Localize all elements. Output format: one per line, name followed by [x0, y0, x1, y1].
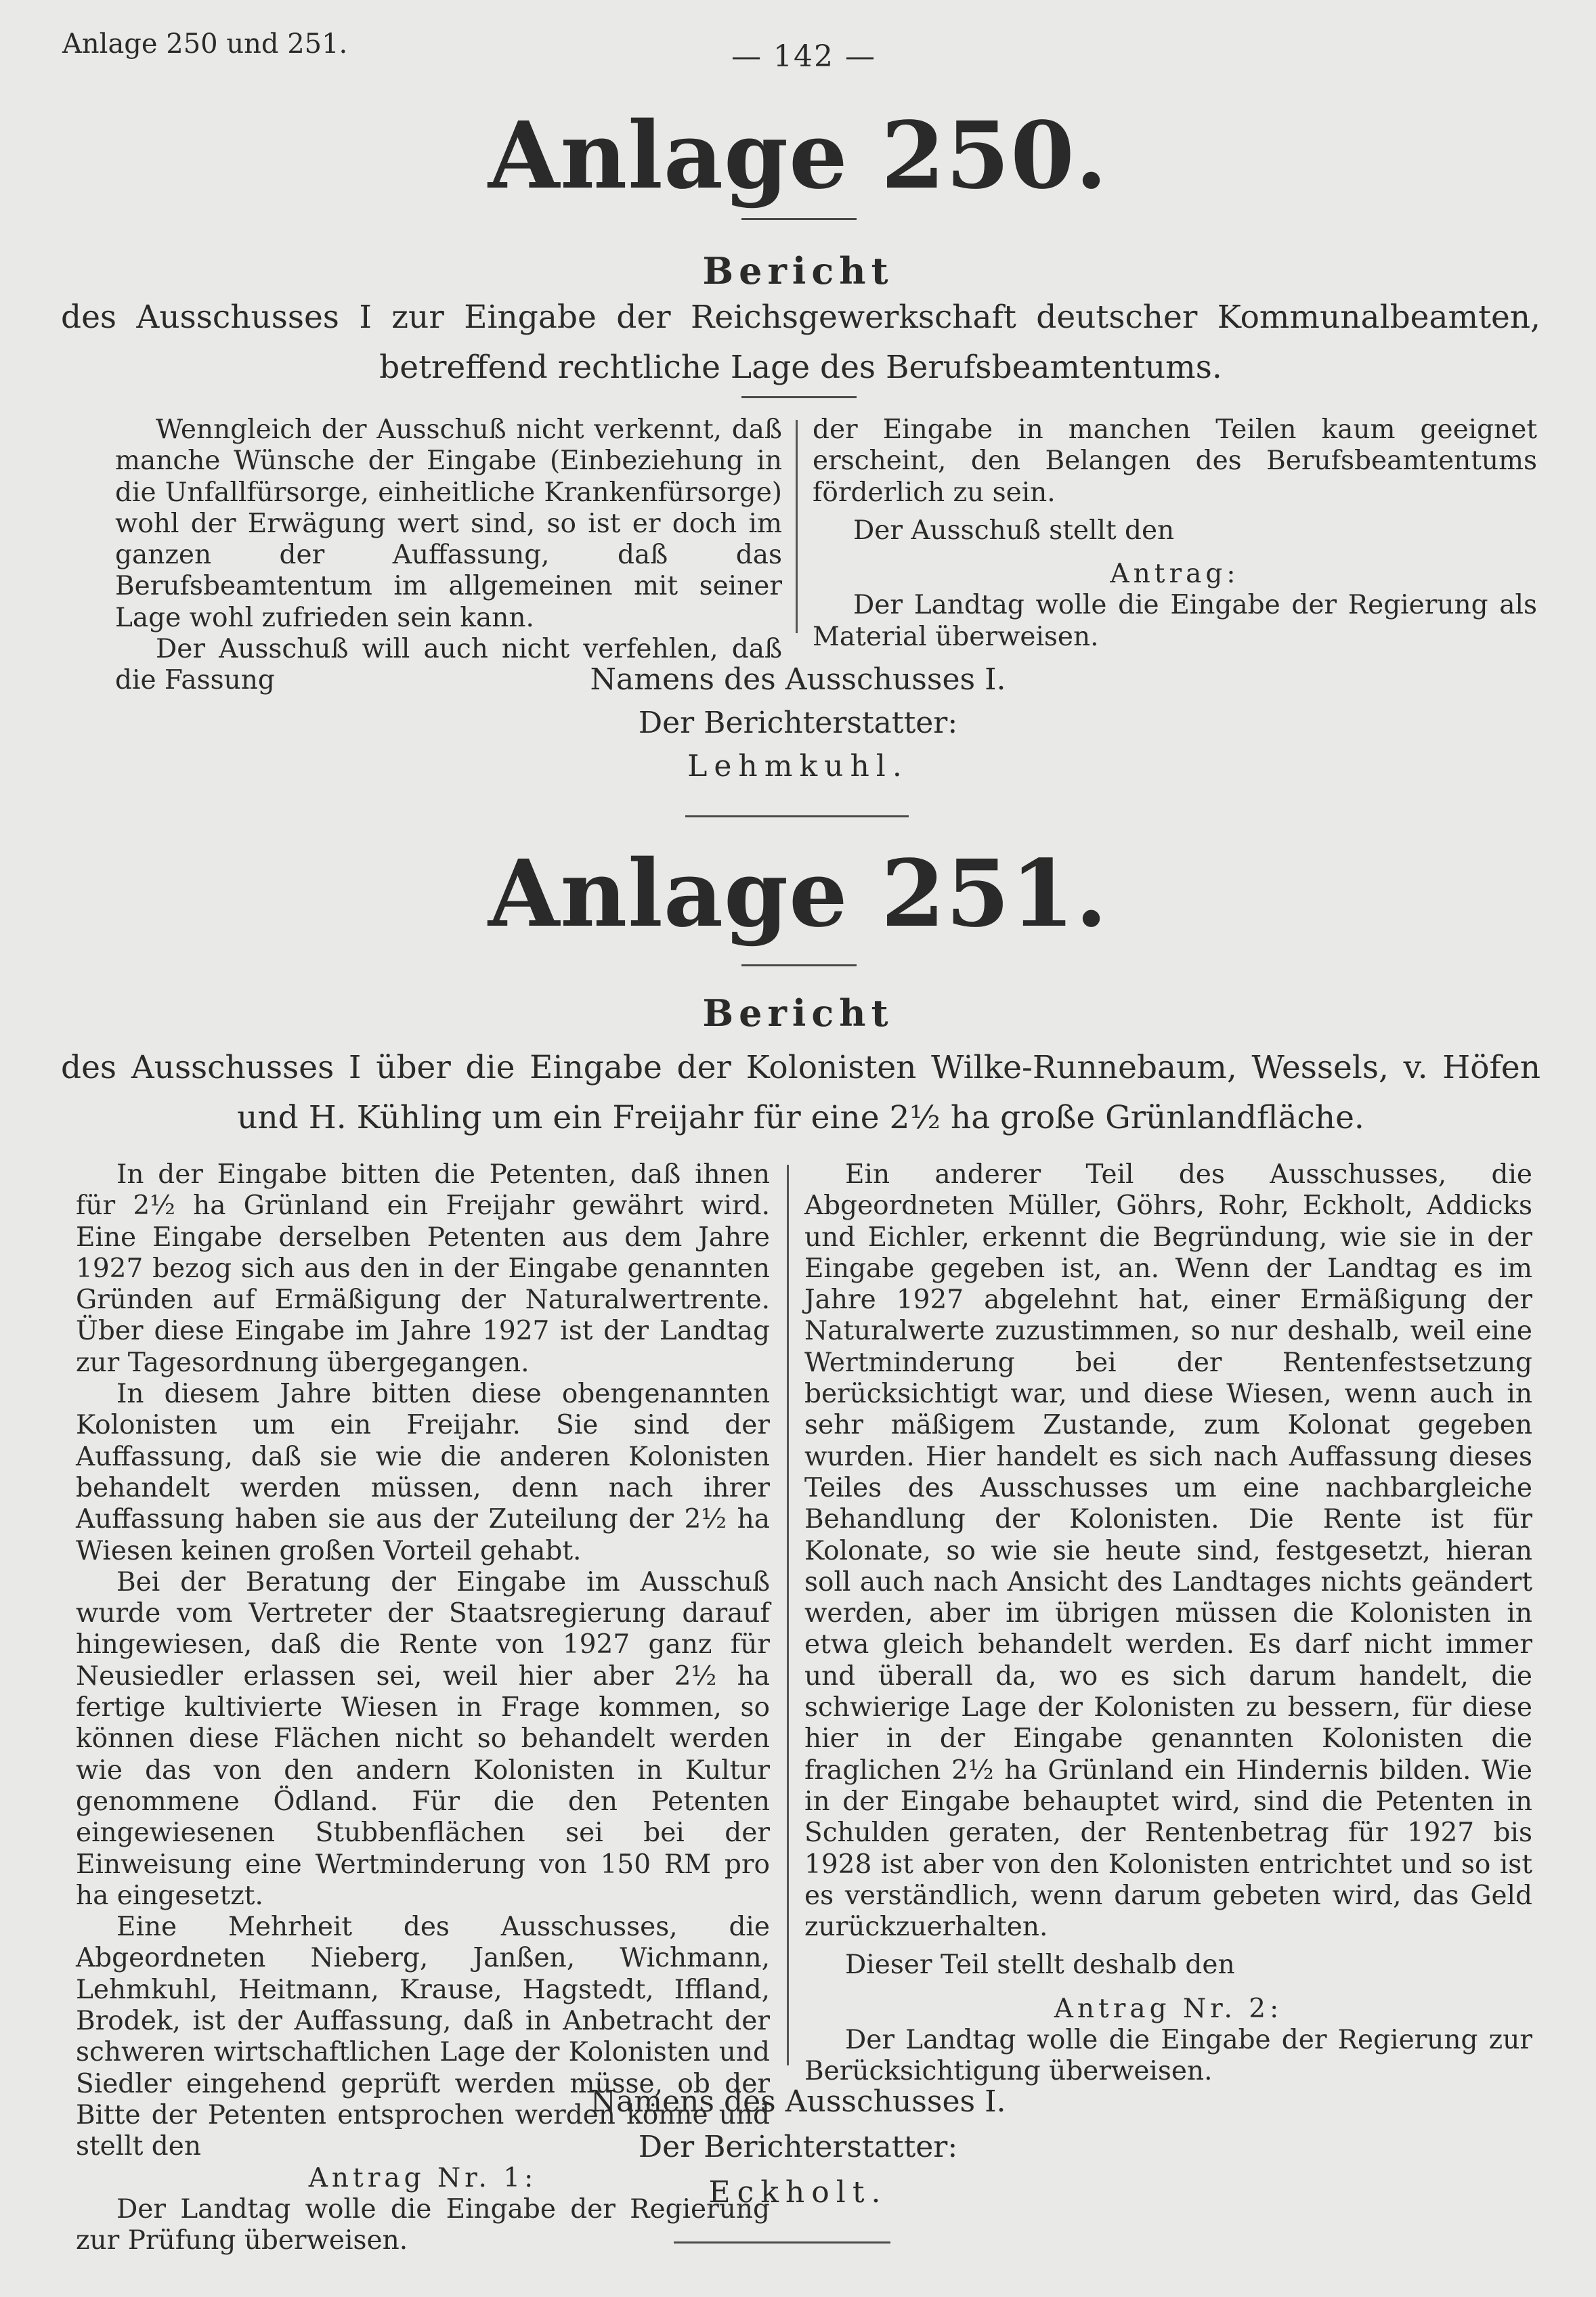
antrag-text: Der Landtag wolle die Eingabe der Regierung zur Prüfung überweisen. — [76, 2193, 770, 2256]
paragraph: Wenngleich der Ausschuß nicht verkennt, daß manche Wünsche der Eingabe (Einbeziehung in die Unfallfürsorge, einheitliche Krankenfürsorge) wohl der Erwägung wert sind, so ist er doch im ganzen der Auffassung, daß das Berufsbeamtentum im allgemeinen mit seiner Lage wohl zufrieden sein kann. — [115, 414, 782, 633]
paragraph: In diesem Jahre bitten diese obengenannten Kolonisten um ein Freijahr. Sie sind der Auffassung, daß sie wie die anderen Kolonisten behandelt werden müssen, denn nach ihrer Auffassung haben sie aus der Zuteilung der 2½ ha Wiesen keinen großen Vorteil gehabt. — [76, 1379, 770, 1566]
paragraph: Eine Mehrheit des Ausschusses, die Abgeordneten Nieberg, Janßen, Wichmann, Lehmkuhl, Heitmann, Krause, Hagstedt, Iffland, Brodek, ist der Auffassung, daß in Anbetracht der schweren wirtschaftlichen Lage der Kolonisten und Siedler eingehend geprüft werden müsse, ob der Bitte der Petenten entsprochen werden könne und stellt den — [76, 1912, 770, 2162]
anlage-251-bericht-heading: Bericht — [702, 991, 894, 1035]
column-divider — [796, 420, 798, 633]
signature-role: Der Berichterstatter: — [638, 2130, 958, 2164]
anlage-251-subject: des Ausschusses I über die Eingabe der Kolonisten Wilke-Runnebaum, Wessels, v. Höfen und H. Kühling um ein Freijahr für eine 2½ ha große Grünlandfläche. — [61, 1049, 1540, 1136]
page-number: — 142 — — [731, 39, 876, 74]
anlage-250-left-column — [115, 414, 782, 697]
anlage-251-right-column — [804, 1159, 1532, 2088]
running-title: Anlage 250 und 251. — [62, 28, 348, 60]
anlage-250-subject: des Ausschusses I zur Eingabe der Reichsgewerkschaft deutscher Kommunalbeamten, betreffend rechtliche Lage des Berufsbeamtentums. — [61, 299, 1540, 386]
signature-role: Der Berichterstatter: — [638, 706, 958, 740]
column-divider — [787, 1165, 789, 2065]
section-separator — [685, 815, 909, 817]
antrag-heading: Antrag: — [1110, 559, 1240, 590]
title-rule — [741, 218, 857, 220]
paragraph: Dieser Teil stellt deshalb den — [845, 1950, 1235, 1981]
antrag-heading: Antrag Nr. 2: — [1054, 1993, 1283, 2024]
subject-rule — [741, 396, 857, 398]
paragraph: Ein anderer Teil des Ausschusses, die Abgeordneten Müller, Göhrs, Rohr, Eckholt, Addicks und Eichler, erkennt die Begründung, wie sie in der Eingabe gegeben ist, an. Wenn der Landtag es im Jahre 1927 abgelehnt hat, einer Ermäßigung der Naturalwerte zuzustimmen, so nur deshalb, weil eine Wertminderung bei der Rentenfestsetzung berücksichtigt war, und diese Wiesen, wenn auch in sehr mäßigem Zustande, zum Kolonat gegeben wurden. Hier handelt es sich nach Auffassung dieses Teiles des Ausschusses um eine nachbargleiche Behandlung der Kolonisten. Die Rente ist für Kolonate, so wie sie heute sind, festgesetzt, hieran soll auch nach Ansicht des Landtages nichts geändert werden, aber im übrigen müssen die Kolonisten in etwa gleich behandelt werden. Es darf nicht immer und überall da, wo es sich darum handelt, die schwierige Lage der Kolonisten zu bessern, für diese hier in der Eingabe genannten Kolonisten die fraglichen 2½ ha Grünland ein Hindernis bilden. Wie in der Eingabe behauptet wird, sind die Petenten in Schulden geraten, der Rentenbetrag für 1927 bis 1928 ist aber von den Kolonisten entrichtet und so ist es verständlich, wenn darum gebeten wird, das Geld zurückzuerhalten. — [804, 1159, 1532, 1943]
anlage-250-title: Anlage 250. — [488, 102, 1108, 210]
paragraph: der Eingabe in manchen Teilen kaum geeignet erscheint, den Belangen des Berufsbeamtentums förderlich zu sein. — [813, 414, 1537, 508]
antrag-heading: Antrag Nr. 1: — [308, 2162, 538, 2193]
paragraph: Bei der Beratung der Eingabe im Ausschuß wurde vom Vertreter der Staatsregierung darauf hingewiesen, daß die Rente von 1927 ganz für Neusiedler erlassen sei, weil hier aber 2½ ha fertige kultivierte Wiesen in Frage kommen, so können diese Flächen nicht so behandelt werden wie das von den andern Kolonisten in Kultur genommene Ödland. Für die den Petenten eingewiesenen Stubbenflächen sei bei der Einweisung eine Wertminderung von 150 RM pro ha eingesetzt. — [76, 1566, 770, 1911]
signature-committee: Namens des Ausschusses I. — [590, 2084, 1006, 2119]
antrag-text: Der Landtag wolle die Eingabe der Regierung als Material überweisen. — [813, 590, 1537, 652]
title-rule — [741, 964, 857, 966]
anlage-250-bericht-heading: Bericht — [702, 249, 894, 293]
paragraph: Der Ausschuß stellt den — [853, 515, 1175, 546]
anlage-250-right-column — [813, 414, 1537, 653]
antrag-text: Der Landtag wolle die Eingabe der Regierung zur Berücksichtigung überweisen. — [804, 2025, 1532, 2087]
paragraph: In der Eingabe bitten die Petenten, daß ihnen für 2½ ha Grünland ein Freijahr gewährt wird. Eine Eingabe derselben Petenten aus dem Jahre 1927 bezog sich aus den in der Eingabe genannten Gründen auf Ermäßigung der Naturalwertrente. Über diese Eingabe im Jahre 1927 ist der Landtag zur Tagesordnung übergegangen. — [76, 1159, 770, 1378]
footer-rule — [674, 2241, 890, 2244]
signature-name: Eckholt. — [708, 2175, 888, 2210]
signature-name: Lehmkuhl. — [687, 749, 909, 783]
signature-committee: Namens des Ausschusses I. — [590, 662, 1006, 697]
paragraph: Der Ausschuß will auch nicht verfehlen, daß die Fassung — [115, 634, 782, 696]
anlage-251-title: Anlage 251. — [488, 840, 1108, 948]
